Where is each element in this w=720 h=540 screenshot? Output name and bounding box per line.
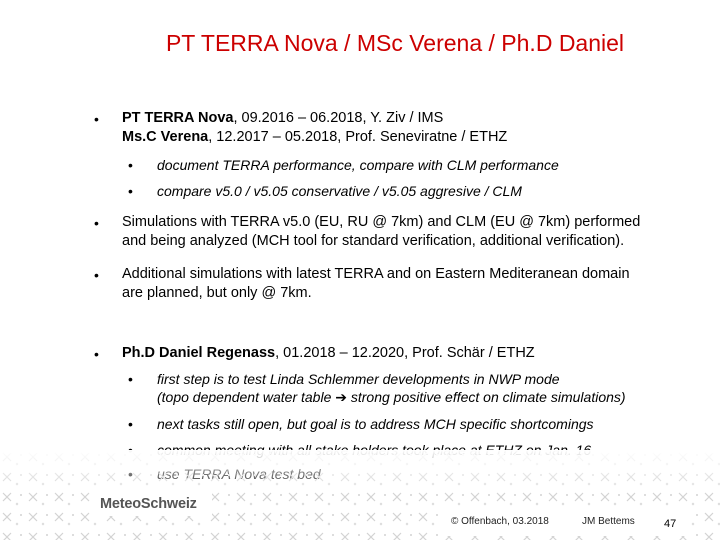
sub-bullet: • <box>128 183 133 199</box>
msc-details: , 12.2017 – 05.2018, Prof. Seneviratne / ETHZ <box>208 129 508 145</box>
bullet: • <box>94 267 99 283</box>
msc-sub-item-2: compare v5.0 / v5.05 conservative / v5.05 aggresive / CLM <box>157 183 522 199</box>
sub-bullet: • <box>128 371 133 387</box>
msc-name: Ms.C Verena <box>122 129 209 145</box>
meteoschweiz-logo: MeteoSchweiz <box>100 496 197 512</box>
phd-sub-item-1-line-1: first step is to test Linda Schlemmer developments in NWP mode <box>157 371 560 387</box>
phd-details: , 01.2018 – 12.2020, Prof. Schär / ETHZ <box>275 345 535 361</box>
slide-number: 47 <box>664 518 677 530</box>
msc-sub-item-1: document TERRA performance, compare with CLM performance <box>157 157 559 173</box>
bullet: • <box>94 346 99 362</box>
footer-copyright: © Offenbach, 03.2018 <box>451 516 549 527</box>
bullet: • <box>94 111 99 127</box>
additional-line-2: are planned, but only @ 7km. <box>122 285 312 301</box>
bullet-pt-terra-nova <box>122 109 707 147</box>
phd-name: Ph.D Daniel Regenass <box>122 345 276 361</box>
pt-name: PT TERRA Nova <box>122 110 234 126</box>
phd-sub-item-2: next tasks still open, but goal is to address MCH specific shortcomings <box>157 416 594 432</box>
right-arrow-icon: ➔ <box>335 389 347 405</box>
bullet-additional-simulations <box>122 265 707 303</box>
phd-sub-item-1 <box>157 370 626 406</box>
phd-sub-item-1-line-2b: strong positive effect on climate simulations) <box>346 389 626 405</box>
sub-bullet: • <box>128 157 133 173</box>
bullet: • <box>94 215 99 231</box>
bullet-phd-daniel <box>122 344 707 363</box>
simulations-line-1: Simulations with TERRA v5.0 (EU, RU @ 7km) and CLM (EU @ 7km) performed <box>122 214 641 230</box>
slide-title: PT TERRA Nova / MSc Verena / Ph.D Daniel <box>165 30 625 56</box>
phd-sub-item-1-line-2a: (topo dependent water table <box>157 389 336 405</box>
additional-line-1: Additional simulations with latest TERRA and on Eastern Mediteranean domain <box>122 266 630 282</box>
sub-bullet: • <box>128 416 133 432</box>
footer-author: JM Bettems <box>582 516 635 527</box>
simulations-line-2: and being analyzed (MCH tool for standard verification, additional verification). <box>122 233 625 249</box>
pt-details: , 09.2016 – 06.2018, Y. Ziv / IMS <box>233 110 444 126</box>
bullet-simulations <box>122 213 707 251</box>
